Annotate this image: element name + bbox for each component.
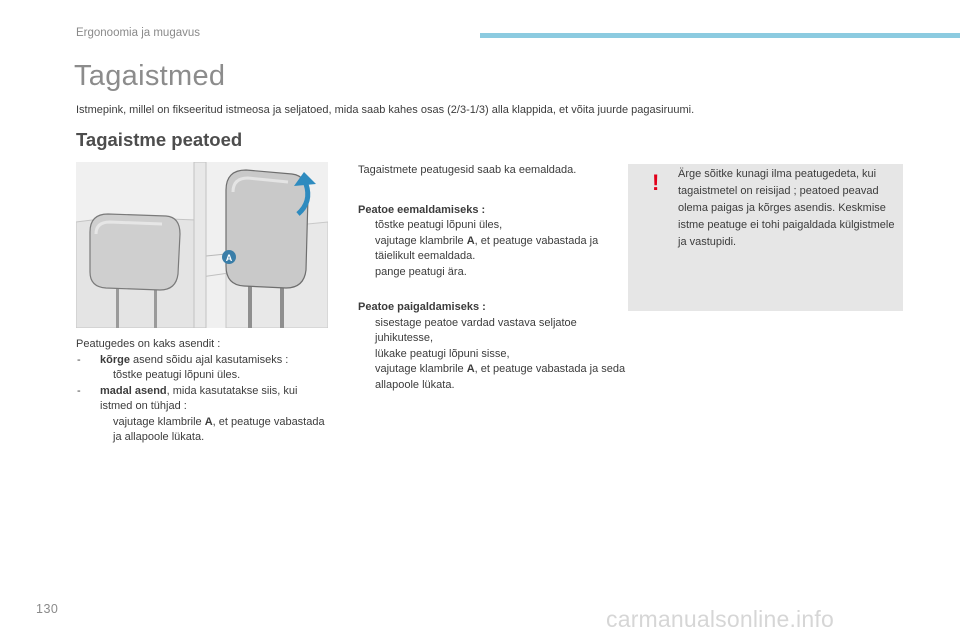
step-item: tõstke peatugi lõpuni üles, — [375, 219, 503, 231]
section-subtitle: Tagaistme peatoed — [76, 129, 243, 150]
page-number: 130 — [36, 602, 59, 616]
positions-intro: Peatugedes on kaks asendit : — [76, 338, 221, 350]
position-item: - madal asend, mida kasutatakse siis, kui istmed on tühjad : — [77, 384, 298, 412]
warning-text: Ärge sõitke kunagi ilma peatugedeta, kui tagaistmetel on reisijad ; peatoed peavad olema paigas ja kõrges asendis. Keskmise istme peatuge ei tohi paigaldada külgistmele ja vastupidi. — [678, 168, 895, 248]
watermark: carmanualsonline.info — [606, 606, 834, 632]
headrest-illustration — [76, 162, 328, 328]
headrest-drawing — [76, 162, 328, 328]
step-item: pange peatugi ära. — [375, 265, 467, 278]
page-title: Tagaistmed — [74, 60, 226, 92]
header-bar — [480, 33, 960, 38]
warning-box — [628, 164, 903, 311]
removal-heading: Peatoe eemaldamiseks : — [358, 203, 486, 216]
step-item: lükake peatugi lõpuni sisse, — [375, 347, 510, 360]
install-heading: Peatoe paigaldamiseks : — [358, 301, 486, 313]
step-item: tõstke peatugi lõpuni üles. — [113, 369, 241, 381]
intro-paragraph: Istmepink, millel on fikseeritud istmeosa ja seljatoed, mida saab kahes osas (2/3-1/3) alla klappida, et võita juurde pagasiruumi. — [76, 104, 695, 116]
callout-label: A — [225, 253, 233, 263]
middle-column — [358, 163, 626, 393]
position-item: - kõrge asend sõidu ajal kasutamiseks : — [77, 353, 289, 366]
step-item: vajutage klambrile A, et peatuge vabastada ja seda allapoole lükata. — [375, 363, 626, 391]
section-label: Ergonoomia ja mugavus — [76, 27, 201, 39]
step-item: sisestage peatoe vardad vastava seljatoe juhikutesse, — [375, 316, 577, 344]
step-item: vajutage klambrile A, et peatuge vabastada ja allapoole lükata. — [113, 415, 325, 443]
step-item: vajutage klambrile A, et peatuge vabastada ja täielikult eemaldada. — [375, 234, 599, 262]
left-column — [76, 337, 328, 446]
removal-intro: Tagaistmete peatugesid saab ka eemaldada. — [358, 164, 577, 176]
warning-icon: ! — [652, 170, 660, 195]
